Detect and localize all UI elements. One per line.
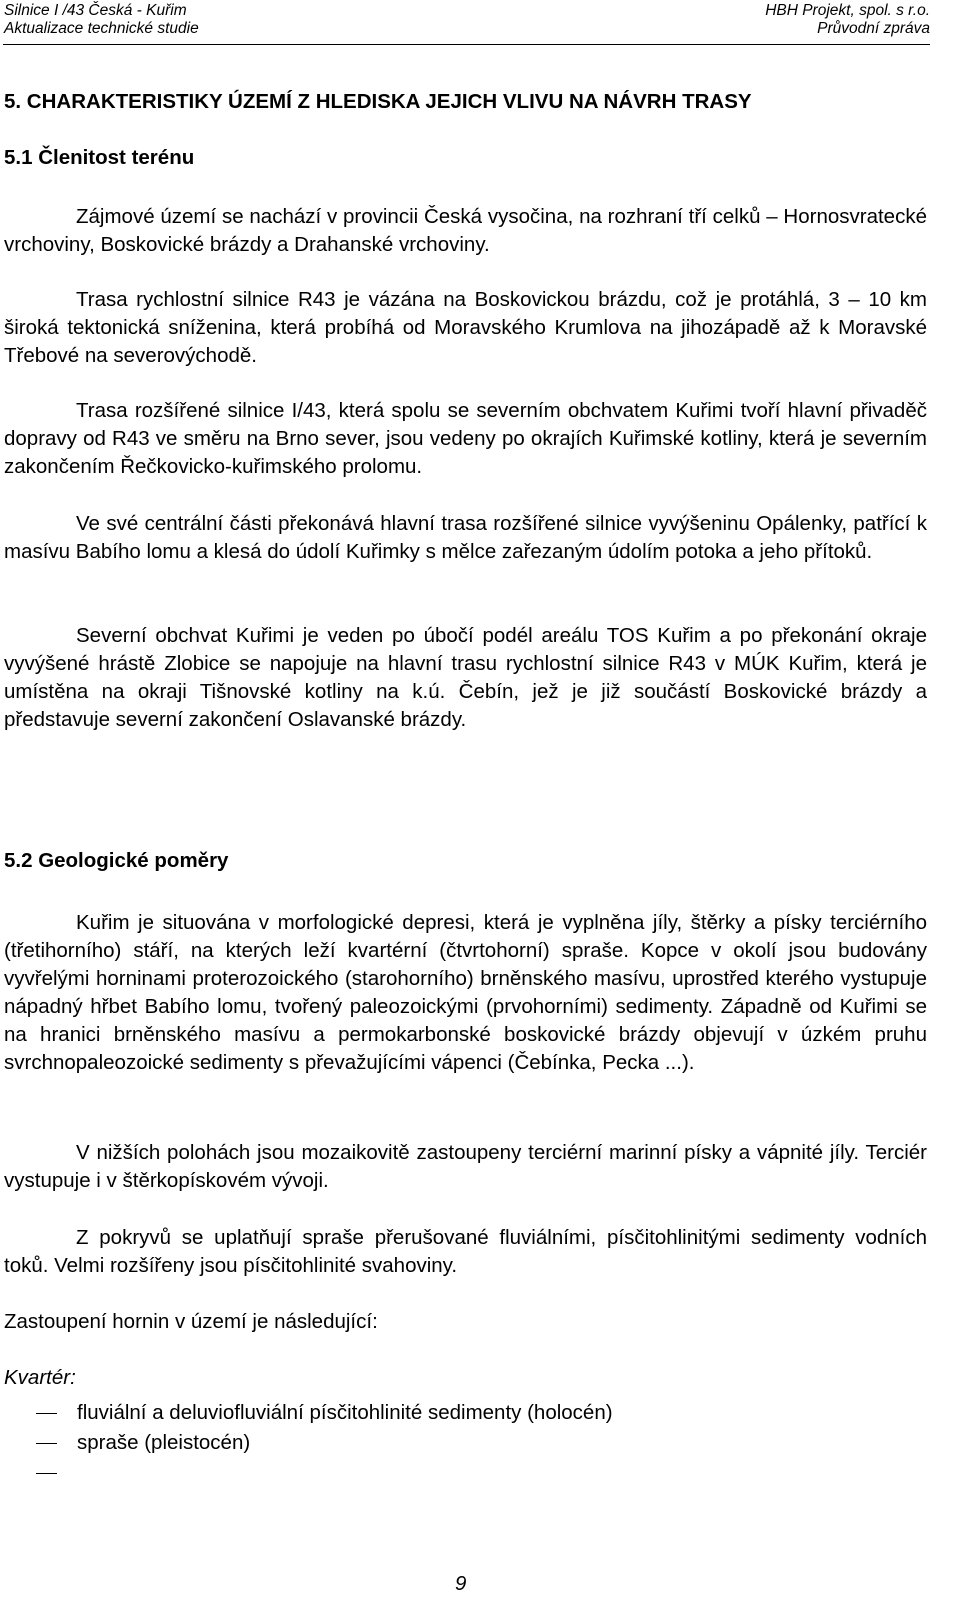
header-right: [765, 2, 930, 38]
paragraph: Kuřim je situována v morfologické depresi, která je vyplněna jíly, štěrky a písky terciérního (třetihorního) stáří, na kterých leží kvartérní (čtvrtohorní) spraše. Kopce v okolí jsou budovány vyvřelými horninami proterozoického (starohorního) brněnského masívu, uprostřed kterého vystupuje nápadný hřbet Babího lomu, tvořený paleozoickými (prvohorními) sedimenty. Západně od Kuřimi se na hranici brněnského masívu a permokarbonské boskovické brázdy objevují v úzkém pruhu svrchnopaleozoické sedimenty s převažujícími vápenci (Čebínka, Pecka ...).: [4, 911, 927, 1074]
header-document-type: Průvodní zpráva: [817, 20, 930, 37]
paragraph: Severní obchvat Kuřimi je veden po úbočí podél areálu TOS Kuřim a po překonání okraje vyvýšené hrástě Zlobice se napojuje na hlavní trasu rychlostní silnice R43 v MÚK Kuřim, která je umístěna na okraji Tišnovské kotliny na k.ú. Čebín, jež je již součástí Boskovické brázdy a představuje severní zakončení Oslavanské brázdy.: [4, 624, 927, 731]
section-heading-geology: 5.2 Geologické poměry: [4, 849, 229, 872]
paragraph: Z pokryvů se uplatňují spraše přerušované fluviálními, písčitohlinitými sedimenty vodních toků. Velmi rozšířeny jsou písčitohlinité svahoviny.: [4, 1226, 927, 1277]
header-project-title: Silnice I /43 Česká - Kuřim: [4, 2, 187, 19]
paragraph: Trasa rychlostní silnice R43 je vázána na Boskovickou brázdu, což je protáhlá, 3 – 10 km široká tektonická sníženina, která probíhá od Moravského Krumlova na jihozápadě až k Moravské Třebové na severovýchodě.: [4, 288, 927, 367]
header-divider: [3, 44, 930, 45]
quaternary-heading: Kvartér:: [4, 1366, 76, 1389]
dash-bullet-icon: [36, 1473, 57, 1474]
paragraph: V nižších polohách jsou mozaikovitě zastoupeny terciérní marinní písky a vápnité jíly. Terciér vystupuje i v štěrkopískovém vývoji.: [4, 1141, 927, 1192]
dash-bullet-icon: [36, 1443, 57, 1444]
list-item-text: fluviální a deluviofluviální písčitohlinité sedimenty (holocén): [77, 1401, 613, 1424]
dash-bullet-icon: [36, 1413, 57, 1414]
rock-composition-intro: Zastoupení hornin v území je následující:: [4, 1310, 378, 1333]
list-item-text: spraše (pleistocén): [77, 1431, 251, 1454]
header-left: [4, 2, 199, 38]
paragraph: Zájmové území se nachází v provincii Česká vysočina, na rozhraní tří celků – Hornosvratecké vrchoviny, Boskovické brázdy a Drahanské vrchoviny.: [4, 205, 927, 256]
section-heading-terrain: 5.1 Členitost terénu: [4, 146, 195, 169]
paragraph: Trasa rozšířené silnice I/43, která spolu se severním obchvatem Kuřimi tvoří hlavní přivaděč dopravy od R43 ve směru na Brno sever, jsou vedeny po okrajích Kuřimské kotliny, která je severním zakončením Řečkovicko-kuřimského prolomu.: [4, 399, 927, 478]
page-number: 9: [455, 1572, 467, 1595]
chapter-title: 5. CHARAKTERISTIKY ÚZEMÍ Z HLEDISKA JEJICH VLIVU NA NÁVRH TRASY: [4, 90, 752, 113]
header-document-subtitle: Aktualizace technické studie: [4, 20, 199, 37]
header-company: HBH Projekt, spol. s r.o.: [765, 2, 930, 19]
paragraph: Ve své centrální části překonává hlavní trasa rozšířené silnice vyvýšeninu Opálenky, patřící k masívu Babího lomu a klesá do údolí Kuřimky s mělce zařezaným údolím potoka a jeho přítoků.: [4, 512, 927, 563]
